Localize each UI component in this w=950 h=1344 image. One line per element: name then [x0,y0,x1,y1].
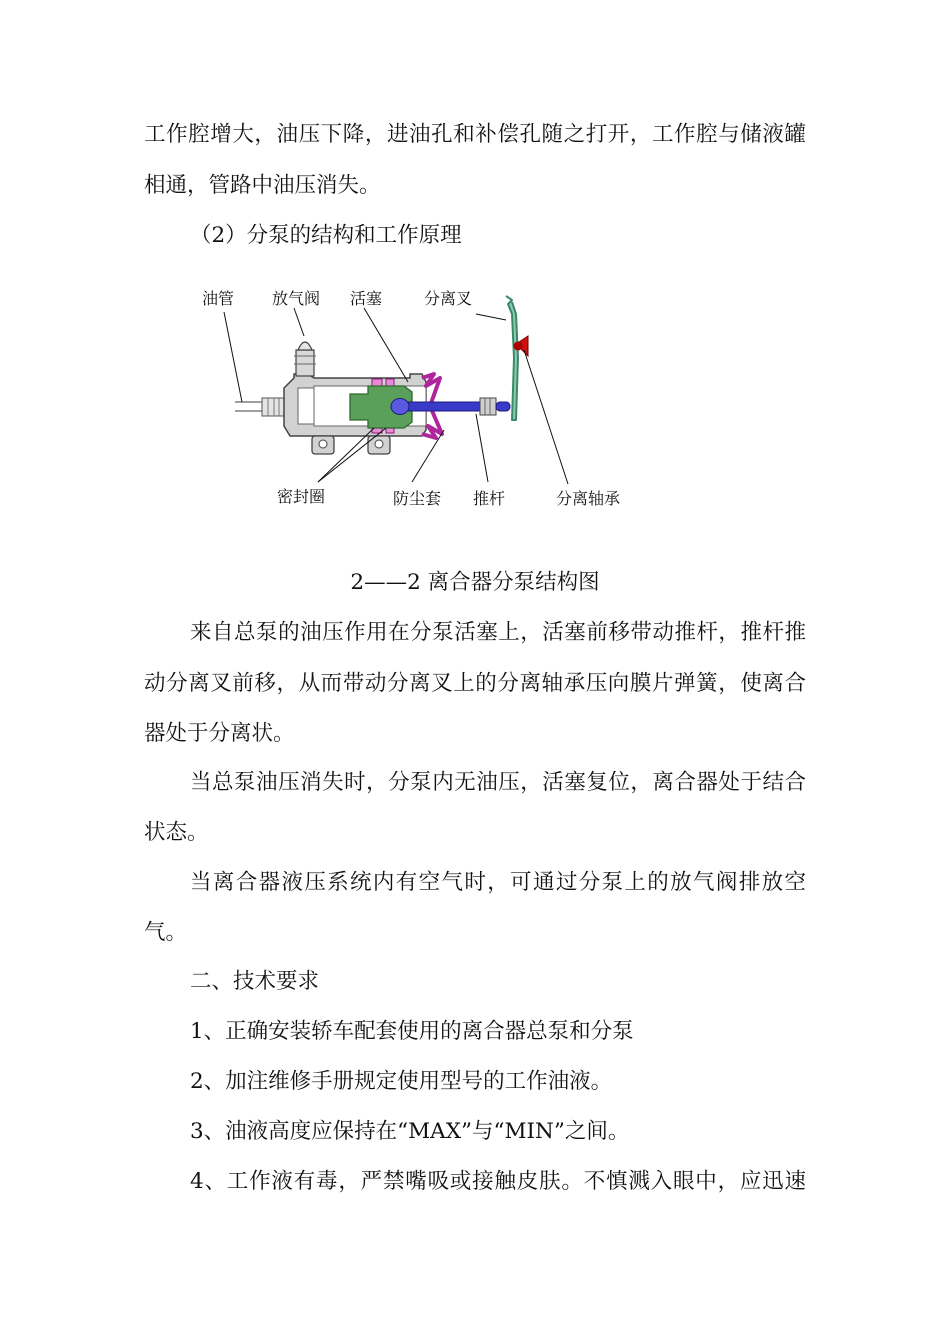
label-dust-boot: 防尘套 [393,489,442,508]
paragraph-line: 器处于分离状。 [144,721,295,746]
paragraph-line: 来自总泵的油压作用在分泵活塞上，活塞前移带动推杆，推杆推 [190,620,806,645]
slave-cylinder-diagram [190,278,640,518]
list-item: 4、工作液有毒，严禁嘴吸或接触皮肤。不慎溅入眼中，应迅速 [190,1169,806,1194]
list-item: 2、加注维修手册规定使用型号的工作油液。 [190,1069,613,1094]
figure-caption: 2——2 离合器分泵结构图 [350,570,600,595]
paragraph-line: 相通，管路中油压消失。 [144,173,381,198]
paragraph-line: 当离合器液压系统内有空气时，可通过分泵上的放气阀排放空 [190,870,806,895]
section-heading: 二、技术要求 [190,969,320,994]
paragraph-line: 动分离叉前移，从而带动分离叉上的分离轴承压向膜片弹簧，使离合 [144,671,806,696]
paragraph-line: 当总泵油压消失时，分泵内无油压，活塞复位，离合器处于结合 [190,770,806,795]
release-fork-shape [506,296,518,420]
list-item: 3、油液高度应保持在“MAX”与“MIN”之间。 [190,1119,630,1144]
paragraph-line: 工作腔增大，油压下降，进油孔和补偿孔随之打开，工作腔与储液罐 [144,122,806,147]
label-oil-pipe: 油管 [202,289,235,308]
section-heading: （2）分泵的结构和工作原理 [190,223,462,248]
list-item: 1、正确安装轿车配套使用的离合器总泵和分泵 [190,1019,634,1044]
label-piston: 活塞 [350,289,383,308]
diagram-drawing [190,278,640,518]
bleed-valve-shape [294,342,316,376]
oil-pipe-shape [235,398,284,416]
paragraph-line: 状态。 [144,820,209,845]
label-seal-ring: 密封圈 [277,487,326,506]
paragraph-line: 气。 [144,920,188,945]
label-push-rod: 推杆 [473,489,506,508]
label-release-fork: 分离叉 [424,289,473,308]
label-bleed-valve: 放气阀 [272,289,321,308]
label-release-bearing: 分离轴承 [556,489,621,508]
